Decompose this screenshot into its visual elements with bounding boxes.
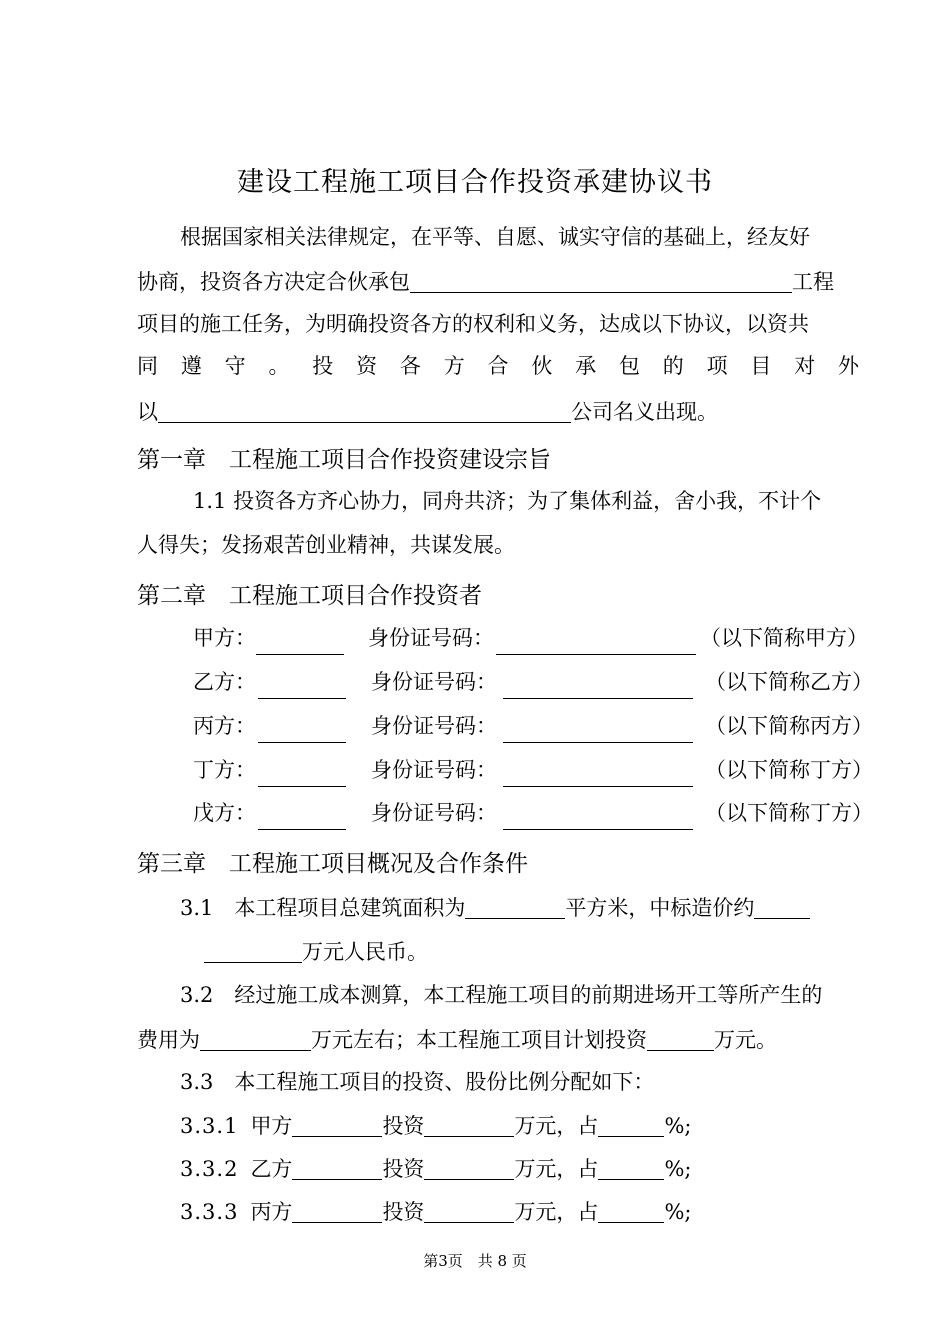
page-footer: 第3页 共 8 页 bbox=[423, 1252, 527, 1270]
party-abbreviation: （以下简称丙方） bbox=[705, 714, 873, 738]
id-number-label: 身份证号码： bbox=[371, 670, 497, 694]
clause-3-2-text-3: 万元。 bbox=[714, 1028, 777, 1052]
party-label: 丁方： bbox=[193, 758, 256, 782]
share-invest-label: 投资 bbox=[382, 1114, 425, 1138]
party-name-blank[interactable] bbox=[258, 716, 346, 743]
spread-char: 目 bbox=[750, 354, 772, 378]
clause-3-2-text: 费用为 bbox=[137, 1028, 200, 1052]
clause-3-2-line-1: 3.2 经过施工成本测算，本工程施工项目的前期进场开工等所产生的 bbox=[180, 983, 823, 1007]
share-percent-blank[interactable] bbox=[598, 1114, 664, 1137]
party-label: 甲方： bbox=[193, 626, 256, 650]
share-unit-label: 万元，占 bbox=[514, 1157, 599, 1181]
share-number: 3.3.3 bbox=[180, 1200, 239, 1224]
clause-3-2-text-2: 万元左右；本工程施工项目计划投资 bbox=[311, 1028, 647, 1052]
party-abbreviation: （以下简称丁方） bbox=[705, 801, 873, 825]
intro-line-5-end: 公司名义出现。 bbox=[571, 400, 718, 424]
share-row bbox=[180, 1157, 691, 1180]
party-name-blank[interactable] bbox=[258, 803, 346, 830]
document-title: 建设工程施工项目合作投资承建协议书 bbox=[237, 167, 713, 198]
chapter-1-heading: 第一章 工程施工项目合作投资建设宗旨 bbox=[137, 447, 551, 473]
id-number-label: 身份证号码： bbox=[371, 714, 497, 738]
id-number-blank[interactable] bbox=[496, 628, 696, 655]
spread-char: 同 bbox=[137, 354, 158, 378]
cost-blank[interactable] bbox=[200, 1028, 311, 1051]
id-number-blank[interactable] bbox=[503, 672, 693, 699]
id-number-blank[interactable] bbox=[503, 803, 693, 830]
intro-line-2-end: 工程 bbox=[792, 270, 834, 294]
company-name-blank[interactable] bbox=[158, 400, 571, 423]
spread-char: 包 bbox=[618, 354, 640, 378]
id-number-blank[interactable] bbox=[503, 760, 693, 787]
spread-char: 资 bbox=[356, 354, 378, 378]
party-label: 乙方： bbox=[193, 670, 256, 694]
project-name-blank[interactable] bbox=[410, 270, 792, 293]
clause-3-3: 3.3 本工程施工项目的投资、股份比例分配如下： bbox=[180, 1070, 655, 1094]
party-abbreviation: （以下简称丁方） bbox=[705, 758, 873, 782]
clause-3-1-text-2: 平方米，中标造价约 bbox=[565, 896, 755, 920]
party-abbreviation: （以下简称甲方） bbox=[700, 626, 868, 650]
spread-char: 外 bbox=[838, 354, 859, 378]
spread-char: 各 bbox=[399, 354, 421, 378]
spread-char: 合 bbox=[487, 354, 509, 378]
party-name-blank[interactable] bbox=[258, 672, 346, 699]
share-percent-blank[interactable] bbox=[598, 1157, 664, 1180]
spread-char: 投 bbox=[312, 354, 334, 378]
share-party: 甲方 bbox=[250, 1114, 293, 1138]
bid-price-blank-cont[interactable] bbox=[204, 940, 302, 963]
share-percent-sign: %; bbox=[664, 1200, 692, 1224]
party-name-blank[interactable] bbox=[258, 760, 346, 787]
intro-line-1: 根据国家相关法律规定，在平等、自愿、诚实守信的基础上，经友好 bbox=[180, 225, 810, 249]
party-label: 戊方： bbox=[193, 801, 256, 825]
spread-char: 遵 bbox=[180, 354, 202, 378]
id-number-label: 身份证号码： bbox=[371, 801, 497, 825]
share-number: 3.3.1 bbox=[180, 1114, 239, 1138]
chapter-3-heading: 第三章 工程施工项目概况及合作条件 bbox=[137, 851, 528, 877]
share-invest-label: 投资 bbox=[382, 1157, 425, 1181]
id-number-label: 身份证号码： bbox=[368, 626, 494, 650]
clause-3-1-line-1 bbox=[180, 896, 810, 919]
clause-1-1-line-2: 人得失；发扬艰苦创业精神，共谋发展。 bbox=[137, 533, 515, 557]
share-row bbox=[180, 1200, 691, 1223]
intro-line-5-text: 以 bbox=[137, 400, 158, 424]
clause-1-1-line-1: 1.1 投资各方齐心协力，同舟共济；为了集体利益，舍小我，不计个 bbox=[193, 489, 822, 513]
bid-price-blank[interactable] bbox=[754, 896, 810, 919]
share-unit-label: 万元，占 bbox=[514, 1114, 599, 1138]
spread-char: 承 bbox=[575, 354, 597, 378]
share-party: 乙方 bbox=[250, 1157, 293, 1181]
spread-char: 。 bbox=[268, 354, 290, 378]
clause-3-1-text-3: 万元人民币。 bbox=[302, 940, 428, 964]
party-label: 丙方： bbox=[193, 714, 256, 738]
spread-char: 守 bbox=[224, 354, 246, 378]
area-blank[interactable] bbox=[465, 896, 565, 919]
share-percent-sign: %; bbox=[664, 1114, 692, 1138]
share-percent-blank[interactable] bbox=[598, 1200, 664, 1223]
share-party-blank[interactable] bbox=[292, 1114, 382, 1137]
intro-line-2 bbox=[137, 270, 834, 293]
intro-line-4 bbox=[137, 356, 859, 377]
share-party-blank[interactable] bbox=[292, 1157, 382, 1180]
share-number: 3.3.2 bbox=[180, 1157, 239, 1181]
spread-char: 的 bbox=[662, 354, 684, 378]
share-party: 丙方 bbox=[250, 1200, 293, 1224]
share-row bbox=[180, 1114, 691, 1137]
spread-char: 方 bbox=[443, 354, 465, 378]
intro-line-2-text: 协商，投资各方决定合伙承包 bbox=[137, 270, 410, 294]
share-percent-sign: %; bbox=[664, 1157, 692, 1181]
clause-3-1-text: 3.1 本工程项目总建筑面积为 bbox=[180, 896, 466, 920]
share-party-blank[interactable] bbox=[292, 1200, 382, 1223]
spread-char: 项 bbox=[706, 354, 728, 378]
share-unit-label: 万元，占 bbox=[514, 1200, 599, 1224]
spread-char: 伙 bbox=[531, 354, 553, 378]
spread-char: 对 bbox=[794, 354, 816, 378]
clause-3-2-line-2 bbox=[137, 1028, 777, 1051]
intro-line-5 bbox=[137, 400, 718, 423]
share-invest-label: 投资 bbox=[382, 1200, 425, 1224]
id-number-blank[interactable] bbox=[503, 716, 693, 743]
intro-line-3: 项目的施工任务，为明确投资各方的权利和义务，达成以下协议，以资共 bbox=[137, 312, 809, 336]
share-amount-blank[interactable] bbox=[424, 1200, 514, 1223]
share-amount-blank[interactable] bbox=[424, 1157, 514, 1180]
id-number-label: 身份证号码： bbox=[371, 758, 497, 782]
clause-3-1-line-2 bbox=[204, 940, 428, 963]
party-name-blank[interactable] bbox=[256, 628, 344, 655]
share-amount-blank[interactable] bbox=[424, 1114, 514, 1137]
investment-blank[interactable] bbox=[647, 1028, 714, 1051]
chapter-2-heading: 第二章 工程施工项目合作投资者 bbox=[137, 583, 482, 609]
party-abbreviation: （以下简称乙方） bbox=[705, 670, 873, 694]
